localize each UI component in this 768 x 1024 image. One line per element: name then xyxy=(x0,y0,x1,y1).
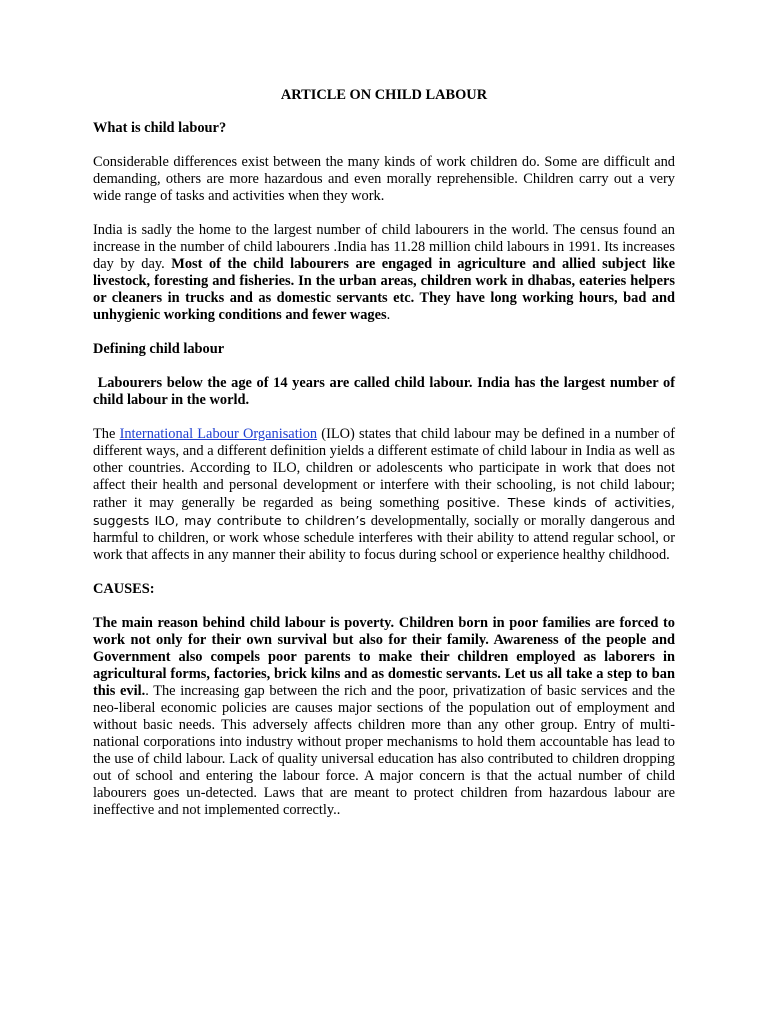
paragraph-india-statistics xyxy=(93,222,675,324)
paragraph-text: . The increasing gap between the rich and the poor, privatization of basic services and the neo-liberal economic policies are causes major sections of the population out of employment and without basic needs. This adversely affects children more than any other group. Entry of multi-national corporations into industry without proper mechanisms to hold them accountable has lead to the use of child labour. Lack of quality universal education has also contributed to children dropping out of school and entering the labour force. A major concern is that the actual number of child labourers goes un-detected. Laws that are meant to protect children from hazardous labour are ineffective and not implemented correctly.. xyxy=(93,683,676,818)
ilo-link[interactable]: International Labour Organisation xyxy=(119,426,318,442)
section-heading-what-is-child-labour: What is child labour? xyxy=(93,120,227,136)
paragraph-differences: Considerable differences exist between the many kinds of work children do. Some are difficult and demanding, others are more hazardous and even morally reprehensible. Children carry out a very wide range of tasks and activities when they work. xyxy=(93,154,675,204)
paragraph-ilo-definition xyxy=(93,426,675,564)
paragraph-text: India is sadly the home to the largest number of child labourers in the world. The census found an increase in the number of child labourers .India has 11.28 million child labours in 1991. Its increases day by day. xyxy=(93,222,675,272)
paragraph-text: developmentally, socially or morally dangerous and harmful to children, or work whose schedule interferes with their ability to attend regular school, or work that affects in any manner their ability to focus during school or experience healthy childhood. xyxy=(93,513,675,563)
paragraph-sans-text: positive. These kinds of activities, suggests ILO, may contribute to children’s xyxy=(93,495,675,528)
article-body xyxy=(93,87,675,836)
section-heading-causes: CAUSES: xyxy=(93,581,155,597)
paragraph-text: (ILO) states that child labour may be defined in a number of different ways, and a different definition yields a different estimate of child labour in India as well as other countries. According to ILO, children or adolescents who participate in work that does not affect their health and personal development or interfere with their schooling, is not child labour; rather it may generally be regarded as being something xyxy=(93,426,675,511)
paragraph-bold-text: Labourers below the age of 14 years are called child labour. India has the largest number of child labour in the world. xyxy=(93,375,675,408)
paragraph-text: The xyxy=(93,426,120,442)
paragraph-bold-text: The main reason behind child labour is poverty. Children born in poor families are forced to work not only for their own survival but also for their family. Awareness of the people and Government also compels poor parents to make their children employed as laborers in agricultural forms, factories, brick kilns and as domestic servants. Let us all take a step to ban this evil. xyxy=(93,615,675,699)
paragraph-definition-age xyxy=(93,375,675,409)
article-title: ARTICLE ON CHILD LABOUR xyxy=(280,87,488,103)
paragraph-bold-text: Most of the child labourers are engaged in agriculture and allied subject like livestock, foresting and fisheries. In the urban areas, children work in dhabas, eateries helpers or cleaners in trucks and as domestic servants etc. They have long working hours, bad and unhygienic working conditions and fewer wages xyxy=(93,256,675,323)
paragraph-causes xyxy=(93,615,675,819)
section-heading-defining-child-labour: Defining child labour xyxy=(93,341,225,357)
paragraph-text: . xyxy=(386,307,391,323)
